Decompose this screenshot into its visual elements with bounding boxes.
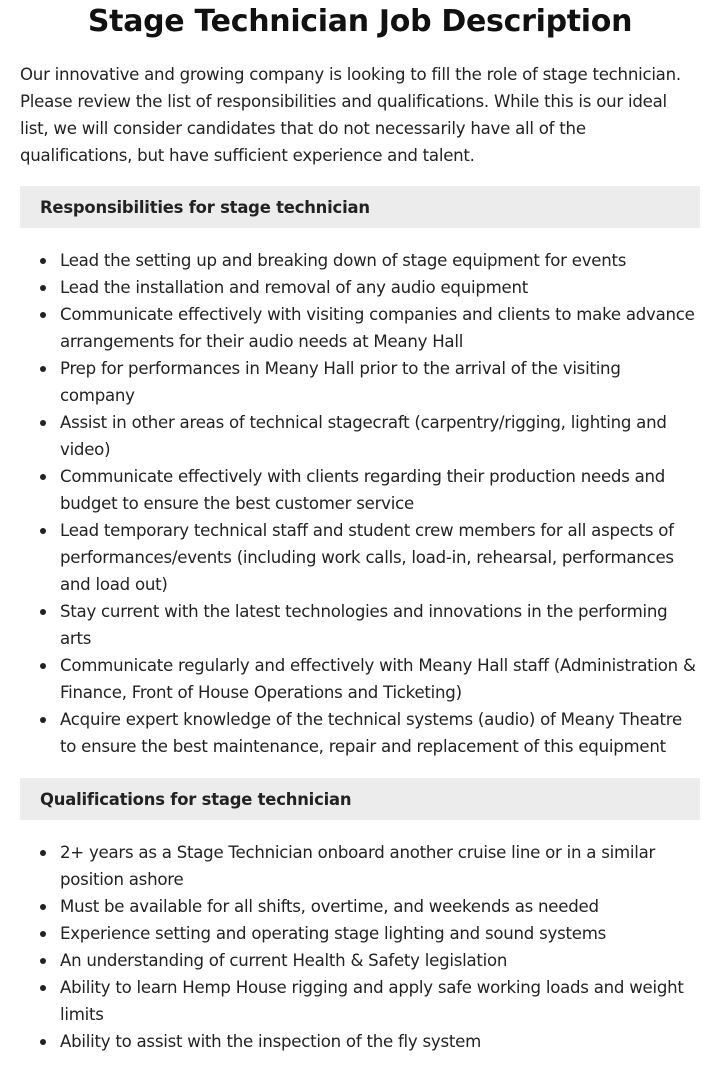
qualifications-list bbox=[20, 839, 700, 1055]
bullet-icon bbox=[40, 609, 46, 615]
bullet-icon bbox=[40, 528, 46, 534]
list-item: Stay current with the latest technologies and innovations in the performing arts bbox=[20, 598, 700, 652]
qualifications-heading bbox=[20, 778, 700, 820]
list-item: 2+ years as a Stage Technician onboard another cruise line or in a similar position ashore bbox=[20, 839, 700, 893]
list-item: Lead temporary technical staff and student crew members for all aspects of performances/events (including work calls, load-in, rehearsal, performances and load out) bbox=[20, 517, 700, 598]
list-item: Lead the setting up and breaking down of stage equipment for events bbox=[20, 247, 700, 274]
list-item: Lead the installation and removal of any audio equipment bbox=[20, 274, 700, 301]
bullet-icon bbox=[40, 931, 46, 937]
list-item: Communicate effectively with visiting companies and clients to make advance arrangements for their audio needs at Meany Hall bbox=[20, 301, 700, 355]
bullet-icon bbox=[40, 717, 46, 723]
bullet-icon bbox=[40, 366, 46, 372]
list-item: Must be available for all shifts, overtime, and weekends as needed bbox=[20, 893, 700, 920]
list-item: Prep for performances in Meany Hall prior to the arrival of the visiting company bbox=[20, 355, 700, 409]
list-item: Ability to learn Hemp House rigging and apply safe working loads and weight limits bbox=[20, 974, 700, 1028]
bullet-icon bbox=[40, 985, 46, 991]
list-item: Experience setting and operating stage lighting and sound systems bbox=[20, 920, 700, 947]
bullet-icon bbox=[40, 312, 46, 318]
qualifications-heading-label: Qualifications for stage technician bbox=[40, 789, 352, 809]
intro-paragraph: Our innovative and growing company is looking to fill the role of stage technician. Please review the list of responsibilities and qualifications. While this is our ideal list, we will consider candidates that do not necessarily have all of the qualifications, but have sufficient experience and talent. bbox=[20, 65, 681, 165]
bullet-icon bbox=[40, 663, 46, 669]
responsibilities-list bbox=[20, 247, 700, 760]
list-item: Ability to assist with the inspection of the fly system bbox=[20, 1028, 700, 1055]
bullet-icon bbox=[40, 958, 46, 964]
list-item: Assist in other areas of technical stagecraft (carpentry/rigging, lighting and video) bbox=[20, 409, 700, 463]
bullet-icon bbox=[40, 474, 46, 480]
bullet-icon bbox=[40, 904, 46, 910]
list-item: Communicate effectively with clients regarding their production needs and budget to ensure the best customer service bbox=[20, 463, 700, 517]
bullet-icon bbox=[40, 420, 46, 426]
responsibilities-heading-label: Responsibilities for stage technician bbox=[40, 197, 370, 217]
bullet-icon bbox=[40, 1039, 46, 1045]
list-item: Communicate regularly and effectively with Meany Hall staff (Administration & Finance, Front of House Operations and Ticketing) bbox=[20, 652, 700, 706]
bullet-icon bbox=[40, 285, 46, 291]
bullet-icon bbox=[40, 850, 46, 856]
list-item: An understanding of current Health & Safety legislation bbox=[20, 947, 700, 974]
bullet-icon bbox=[40, 258, 46, 264]
responsibilities-heading bbox=[20, 186, 700, 228]
list-item: Acquire expert knowledge of the technical systems (audio) of Meany Theatre to ensure the best maintenance, repair and replacement of this equipment bbox=[20, 706, 700, 760]
page-title: Stage Technician Job Description bbox=[87, 4, 633, 39]
